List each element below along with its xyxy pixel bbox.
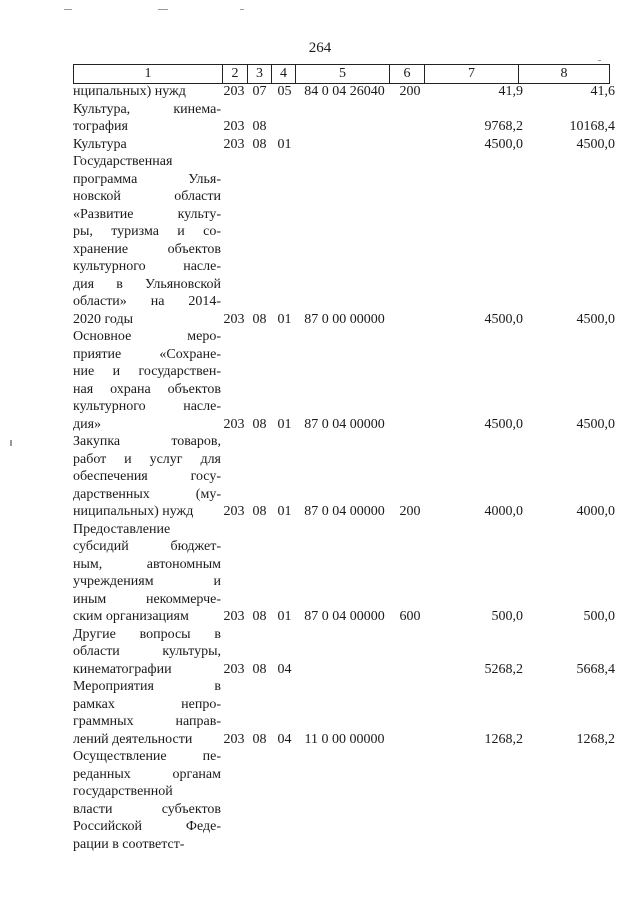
row-name-line: ным, автономным xyxy=(73,556,221,572)
row-name-line: «Развитие культу- xyxy=(73,206,221,222)
cell-c4: 01 xyxy=(277,416,292,432)
cell-c5: 87 0 04 00000 xyxy=(304,504,385,519)
cell-c4: 04 xyxy=(277,661,292,677)
row-name-line: государственной xyxy=(73,784,173,799)
row-name-line: хранение объектов xyxy=(73,241,221,257)
column-header-2: 2 xyxy=(223,65,248,84)
row-name-line: приятие «Сохране- xyxy=(73,346,221,362)
table-row xyxy=(73,136,615,154)
cell-c6: 200 xyxy=(399,504,421,519)
cell-c7: 9768,2 xyxy=(484,119,523,134)
cell-c8: 500,0 xyxy=(583,609,615,624)
cell-c7: 5268,2 xyxy=(484,661,523,677)
cell-c3: 08 xyxy=(252,661,267,677)
cell-c7: 41,9 xyxy=(498,84,523,99)
cell-c2: 203 xyxy=(223,661,245,677)
row-name-line: программа Улья- xyxy=(73,171,221,187)
row-name-line: Закупка товаров, xyxy=(73,434,221,449)
row-name-line: тография xyxy=(73,119,128,134)
cell-c7 xyxy=(428,748,523,853)
cell-c6 xyxy=(392,626,428,679)
row-name-line: культурного насле- xyxy=(73,259,221,274)
row-name-line: дия» xyxy=(73,416,102,432)
cell-c3: 08 xyxy=(252,416,267,432)
table-row xyxy=(73,521,615,626)
row-name-line: области культуры, xyxy=(73,644,221,659)
column-header-7: 7 xyxy=(425,65,519,84)
row-name-line: культурного насле- xyxy=(73,399,221,414)
row-name-line: власти субъектов xyxy=(73,801,221,817)
cell-c6 xyxy=(392,153,428,328)
row-name-line: ная охрана объектов xyxy=(73,381,221,397)
cell-c3: 08 xyxy=(252,609,267,624)
cell-c5 xyxy=(297,626,392,679)
cell-c5 xyxy=(297,748,392,853)
budget-table xyxy=(73,83,615,853)
row-name-cell xyxy=(73,433,221,521)
cell-c7: 4000,0 xyxy=(484,504,523,519)
row-name-line: Российской Феде- xyxy=(73,819,221,834)
cell-c2: 203 xyxy=(223,84,245,99)
scan-speck xyxy=(240,9,244,10)
row-name-line: кинематографии xyxy=(73,661,172,677)
row-name-line: учреждениям и xyxy=(73,574,221,589)
column-header-6: 6 xyxy=(390,65,425,84)
cell-c5 xyxy=(297,101,392,136)
row-name-line: дарственных (му- xyxy=(73,486,221,502)
table-row xyxy=(73,153,615,328)
cell-c5: 84 0 04 26040 xyxy=(304,84,385,99)
cell-c7: 500,0 xyxy=(491,609,523,624)
row-name-line: дия в Ульяновской xyxy=(73,276,221,292)
cell-c7: 4500,0 xyxy=(484,311,523,327)
cell-c2: 203 xyxy=(223,119,245,134)
cell-c8: 5668,4 xyxy=(576,661,615,677)
scan-speck xyxy=(64,9,72,10)
cell-c2: 203 xyxy=(223,416,245,432)
cell-c4: 01 xyxy=(277,504,292,519)
cell-c7: 1268,2 xyxy=(484,731,523,747)
cell-c2: 203 xyxy=(223,136,245,152)
cell-c8: 41,6 xyxy=(590,84,615,99)
cell-c7: 4500,0 xyxy=(484,136,523,152)
cell-c3: 08 xyxy=(252,136,267,152)
cell-c2: 203 xyxy=(223,504,245,519)
row-name-line: Культура xyxy=(73,136,127,152)
cell-c6 xyxy=(392,328,428,433)
column-header-5: 5 xyxy=(296,65,390,84)
budget-table-body xyxy=(73,83,615,853)
cell-c5: 87 0 00 00000 xyxy=(304,311,385,327)
cell-c6: 200 xyxy=(399,84,421,99)
row-name-cell xyxy=(73,83,221,101)
table-row xyxy=(73,748,615,853)
row-name-line: Предоставление xyxy=(73,521,171,537)
row-name-line: Основное меро- xyxy=(73,329,221,344)
row-name-cell xyxy=(73,521,221,626)
cell-c2 xyxy=(221,748,247,853)
table-row xyxy=(73,678,615,748)
cell-c4 xyxy=(272,748,297,853)
column-header-8: 8 xyxy=(519,65,610,84)
table-row xyxy=(73,101,615,136)
table-row xyxy=(73,433,615,521)
cell-c5: 87 0 04 00000 xyxy=(304,609,385,624)
row-name-line: субсидий бюджет- xyxy=(73,539,221,554)
table-row xyxy=(73,626,615,679)
row-name-line: 2020 годы xyxy=(73,311,134,327)
cell-c5 xyxy=(297,136,392,154)
cell-c2: 203 xyxy=(223,311,245,327)
cell-c7: 4500,0 xyxy=(484,416,523,432)
row-name-cell xyxy=(73,101,221,136)
row-name-line: иным некоммерче- xyxy=(73,591,221,607)
row-name-line: Другие вопросы в xyxy=(73,626,221,642)
cell-c4: 01 xyxy=(277,136,292,152)
cell-c4: 01 xyxy=(277,311,292,327)
cell-c2: 203 xyxy=(223,731,245,747)
cell-c6 xyxy=(392,678,428,748)
cell-c5: 11 0 00 00000 xyxy=(304,731,385,747)
cell-c4: 04 xyxy=(277,731,292,747)
cell-c6 xyxy=(392,136,428,154)
row-name-cell xyxy=(73,136,221,154)
row-name-line: рамках непро- xyxy=(73,696,221,712)
row-name-line: новской области xyxy=(73,189,221,204)
row-name-line: области» на 2014- xyxy=(73,294,221,309)
column-header-3: 3 xyxy=(248,65,272,84)
cell-c6 xyxy=(392,101,428,136)
cell-c8: 4500,0 xyxy=(576,416,615,432)
row-name-line: ние и государствен- xyxy=(73,364,221,379)
cell-c8: 4500,0 xyxy=(576,136,615,152)
row-name-line: ниципальных) нужд xyxy=(73,504,194,519)
row-name-line: работ и услуг для xyxy=(73,451,221,467)
cell-c5: 87 0 04 00000 xyxy=(304,416,385,432)
row-name-cell xyxy=(73,678,221,748)
cell-c6 xyxy=(392,748,428,853)
cell-c3: 08 xyxy=(252,731,267,747)
cell-c4: 05 xyxy=(277,84,292,99)
row-name-cell xyxy=(73,748,221,853)
cell-c8: 4000,0 xyxy=(576,504,615,519)
scan-speck xyxy=(598,60,601,61)
column-header-row xyxy=(73,64,610,84)
cell-c3 xyxy=(247,748,272,853)
table-row xyxy=(73,328,615,433)
scan-speck xyxy=(10,440,12,446)
cell-c6: 600 xyxy=(399,609,421,624)
column-header-1: 1 xyxy=(74,65,223,84)
cell-c8 xyxy=(523,748,615,853)
cell-c2: 203 xyxy=(223,609,245,624)
row-name-line: обеспечения госу- xyxy=(73,469,221,484)
cell-c4: 01 xyxy=(277,609,292,624)
row-name-line: реданных органам xyxy=(73,766,221,782)
table-row xyxy=(73,83,615,101)
row-name-line: ры, туризма и со- xyxy=(73,224,221,239)
cell-c3: 08 xyxy=(252,504,267,519)
cell-c8: 1268,2 xyxy=(576,731,615,747)
cell-c3: 07 xyxy=(252,84,267,99)
cell-c3: 08 xyxy=(252,119,267,134)
row-name-line: Культура, кинема- xyxy=(73,101,221,117)
row-name-line: Мероприятия в xyxy=(73,679,221,694)
row-name-line: ским организациям xyxy=(73,609,189,624)
row-name-cell xyxy=(73,153,221,328)
scan-speck xyxy=(158,9,168,10)
row-name-line: Государственная xyxy=(73,154,173,169)
row-name-line: нципальных) нужд xyxy=(73,84,186,99)
cell-c4 xyxy=(272,101,297,136)
cell-c8: 4500,0 xyxy=(576,311,615,327)
row-name-cell xyxy=(73,328,221,433)
row-name-cell xyxy=(73,626,221,679)
column-header-4: 4 xyxy=(272,65,296,84)
cell-c8: 10168,4 xyxy=(569,119,615,134)
row-name-line: граммных направ- xyxy=(73,714,221,729)
cell-c3: 08 xyxy=(252,311,267,327)
row-name-line: рации в соответст- xyxy=(73,836,185,852)
row-name-line: лений деятельности xyxy=(73,731,193,747)
row-name-line: Осуществление пе- xyxy=(73,749,221,764)
page-number: 264 xyxy=(308,40,332,56)
